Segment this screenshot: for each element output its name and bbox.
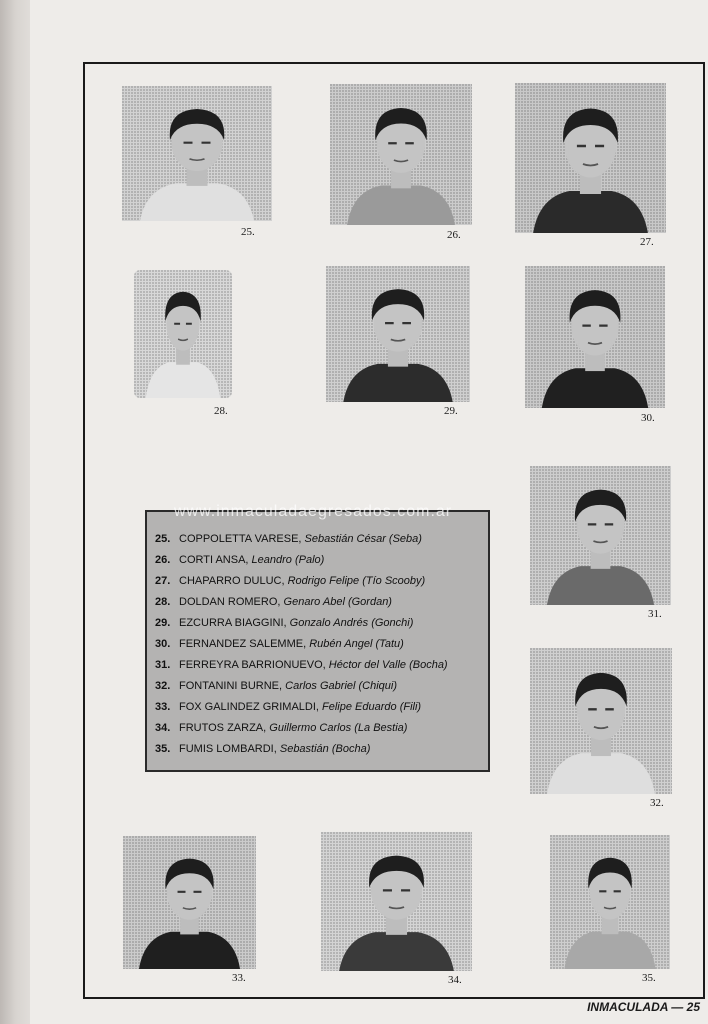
photo-number-27: 27. bbox=[640, 236, 654, 248]
portrait-silhouette bbox=[550, 835, 670, 969]
student-photo-31 bbox=[530, 466, 671, 605]
student-photo-25 bbox=[122, 86, 272, 221]
name-entry-number: 26. bbox=[155, 554, 171, 566]
name-entry-given-names: Sebastián bbox=[279, 743, 329, 755]
portrait-silhouette bbox=[134, 270, 232, 398]
name-entry-surname: CORTI ANSA, bbox=[179, 554, 249, 566]
name-entry-given-names: Rubén Angel bbox=[309, 638, 373, 650]
portrait-silhouette bbox=[530, 648, 672, 794]
photo-number-32: 32. bbox=[650, 797, 664, 809]
student-photo-30 bbox=[525, 266, 665, 408]
student-photo-29 bbox=[326, 266, 470, 402]
name-entry-nickname: (Chiqui) bbox=[358, 680, 398, 692]
name-entry-nickname: (Tío Scooby) bbox=[362, 575, 426, 587]
watermark-text: www.inmaculadaegresados.com.ar bbox=[174, 503, 453, 520]
name-entry-surname: FUMIS LOMBARDI, bbox=[179, 743, 277, 755]
name-entry bbox=[155, 550, 488, 571]
portrait-silhouette bbox=[525, 266, 665, 408]
photo-number-28: 28. bbox=[214, 405, 228, 417]
name-entry-surname: FONTANINI BURNE, bbox=[179, 680, 283, 692]
photo-number-29: 29. bbox=[444, 405, 458, 417]
name-entry-surname: FOX GALINDEZ GRIMALDI, bbox=[179, 701, 319, 713]
name-entry-given-names: Héctor del Valle bbox=[328, 659, 407, 671]
student-photo-33 bbox=[123, 836, 256, 969]
name-entry bbox=[155, 655, 488, 676]
student-photo-27 bbox=[515, 83, 666, 233]
name-entry-nickname: (Palo) bbox=[294, 554, 325, 566]
name-entry-given-names: Genaro Abel bbox=[283, 596, 345, 608]
student-photo-34 bbox=[321, 832, 472, 971]
name-entry-number: 34. bbox=[155, 722, 171, 734]
name-entry bbox=[155, 613, 488, 634]
portrait-silhouette bbox=[122, 86, 272, 221]
name-entry-surname: FERREYRA BARRIONUEVO, bbox=[179, 659, 326, 671]
student-photo-32 bbox=[530, 648, 672, 794]
name-entry-given-names: Gonzalo Andrés bbox=[289, 617, 369, 629]
name-entry-surname: CHAPARRO DULUC, bbox=[179, 575, 285, 587]
name-entry-nickname: (Seba) bbox=[388, 533, 422, 545]
portrait-silhouette bbox=[326, 266, 470, 402]
name-entry-surname: EZCURRA BIAGGINI, bbox=[179, 617, 287, 629]
name-entry-number: 32. bbox=[155, 680, 171, 692]
name-entry bbox=[155, 529, 488, 550]
portrait-silhouette bbox=[123, 836, 256, 969]
portrait-silhouette bbox=[321, 832, 472, 971]
photo-number-25: 25. bbox=[241, 226, 255, 238]
name-entry bbox=[155, 718, 488, 739]
page-footer: INMACULADA — 25 bbox=[587, 1000, 700, 1014]
name-entry-number: 28. bbox=[155, 596, 171, 608]
name-entry bbox=[155, 571, 488, 592]
name-entry-nickname: (Bocha) bbox=[331, 743, 371, 755]
name-entry-given-names: Carlos Gabriel bbox=[285, 680, 356, 692]
student-photo-35 bbox=[550, 835, 670, 969]
name-entry-given-names: Rodrigo Felipe bbox=[287, 575, 360, 587]
name-entry-surname: COPPOLETTA VARESE, bbox=[179, 533, 302, 545]
name-entry-number: 25. bbox=[155, 533, 171, 545]
name-entry bbox=[155, 676, 488, 697]
name-entry-given-names: Felipe Eduardo bbox=[322, 701, 397, 713]
name-entry-surname: FRUTOS ZARZA, bbox=[179, 722, 267, 734]
name-entry-nickname: (Fili) bbox=[399, 701, 422, 713]
name-entry-nickname: (Tatu) bbox=[375, 638, 404, 650]
name-entry bbox=[155, 592, 488, 613]
photo-number-26: 26. bbox=[447, 229, 461, 241]
name-entry-number: 27. bbox=[155, 575, 171, 587]
photo-number-34: 34. bbox=[448, 974, 462, 986]
portrait-silhouette bbox=[330, 84, 472, 225]
name-entry-nickname: (Gonchi) bbox=[371, 617, 414, 629]
photo-number-31: 31. bbox=[648, 608, 662, 620]
name-entry-nickname: (Bocha) bbox=[409, 659, 448, 671]
name-entry-number: 31. bbox=[155, 659, 171, 671]
name-entry bbox=[155, 739, 488, 760]
name-entry-nickname: (La Bestia) bbox=[354, 722, 408, 734]
name-entry-given-names: Sebastián César bbox=[304, 533, 386, 545]
name-entry-surname: DOLDAN ROMERO, bbox=[179, 596, 281, 608]
portrait-silhouette bbox=[530, 466, 671, 605]
photo-number-35: 35. bbox=[642, 972, 656, 984]
name-entry-nickname: (Gordan) bbox=[347, 596, 392, 608]
name-entry-number: 33. bbox=[155, 701, 171, 713]
portrait-silhouette bbox=[515, 83, 666, 233]
name-entry-number: 30. bbox=[155, 638, 171, 650]
name-entry-number: 35. bbox=[155, 743, 171, 755]
name-entry-given-names: Leandro bbox=[251, 554, 292, 566]
name-entry-number: 29. bbox=[155, 617, 171, 629]
name-entry bbox=[155, 697, 488, 718]
photo-number-30: 30. bbox=[641, 412, 655, 424]
name-entry bbox=[155, 634, 488, 655]
photo-number-33: 33. bbox=[232, 972, 246, 984]
student-names-list bbox=[145, 510, 490, 772]
student-photo-26 bbox=[330, 84, 472, 225]
name-entry-surname: FERNANDEZ SALEMME, bbox=[179, 638, 307, 650]
student-photo-28 bbox=[134, 270, 232, 398]
name-entry-given-names: Guillermo Carlos bbox=[269, 722, 352, 734]
